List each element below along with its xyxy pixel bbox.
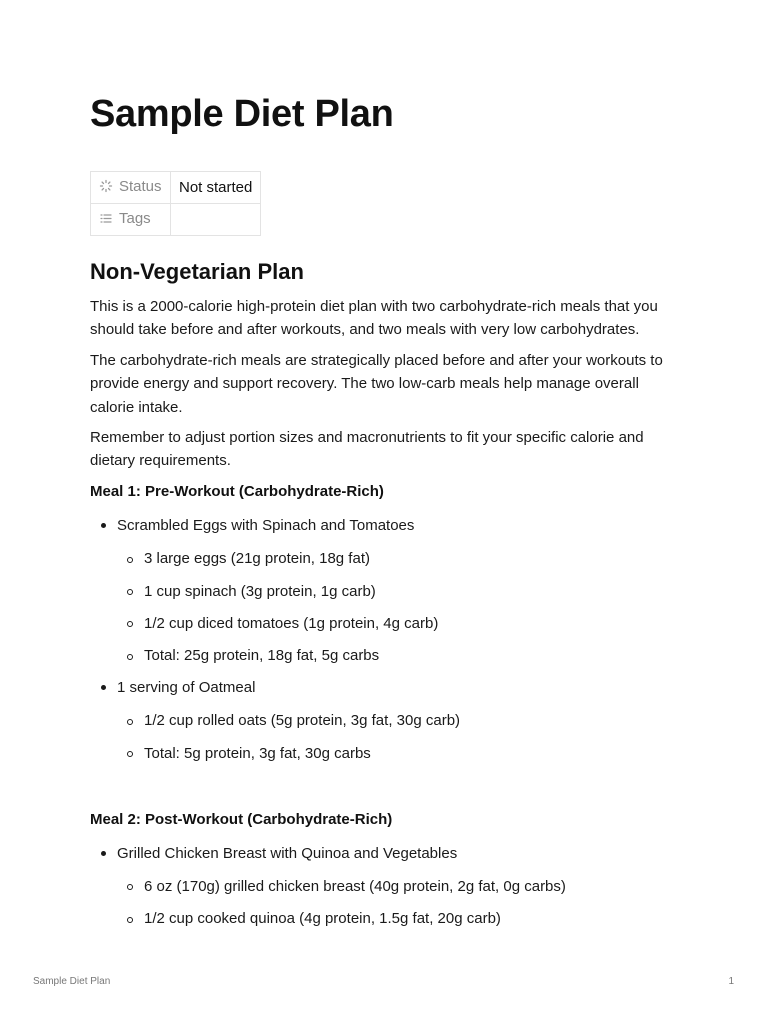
list-item	[90, 510, 680, 672]
sub-list-item: Total: 25g protein, 18g fat, 5g carbs	[117, 640, 680, 672]
bullet-list	[90, 838, 680, 935]
sub-list-item: 1 cup spinach (3g protein, 1g carb)	[117, 575, 680, 607]
page-title: Sample Diet Plan	[90, 93, 394, 135]
sub-list-item: 1/2 cup diced tomatoes (1g protein, 4g carb)	[117, 607, 680, 639]
sub-list-item: 6 oz (170g) grilled chicken breast (40g protein, 2g fat, 0g carbs)	[117, 870, 680, 902]
property-key-status: Status	[119, 178, 162, 195]
property-key-tags: Tags	[119, 210, 151, 227]
sub-list-item: 3 large eggs (21g protein, 18g fat)	[117, 543, 680, 575]
sub-bullet-list	[117, 705, 680, 770]
list-icon	[99, 211, 113, 229]
footer-page-number: 1	[728, 976, 734, 987]
section-heading: Non-Vegetarian Plan	[90, 259, 304, 284]
property-key-cell	[91, 204, 171, 236]
list-item	[90, 838, 680, 935]
property-value-tags[interactable]	[171, 204, 261, 236]
sub-list-item: 1/2 cup cooked quinoa (4g protein, 1.5g fat, 20g carb)	[117, 903, 680, 935]
paragraph: The carbohydrate-rich meals are strategically placed before and after your workouts to provide energy and support recovery. The two low-carb meals help manage overall calorie intake.	[90, 351, 663, 416]
property-key-cell	[91, 172, 171, 204]
sub-bullet-list	[117, 543, 680, 673]
meal-heading: Meal 2: Post-Workout (Carbohydrate-Rich)	[90, 810, 393, 828]
paragraph: This is a 2000-calorie high-protein diet plan with two carbohydrate-rich meals that you should take before and after workouts, and two meals with very low carbohydrates.	[90, 298, 658, 339]
content-body	[90, 257, 680, 935]
paragraph: Remember to adjust portion sizes and macronutrients to fit your specific calorie and dietary requirements.	[90, 429, 644, 470]
property-row-status	[91, 172, 261, 204]
properties-table	[90, 171, 261, 236]
meal-heading: Meal 1: Pre-Workout (Carbohydrate-Rich)	[90, 482, 384, 500]
sub-bullet-list	[117, 870, 680, 935]
status-spinner-icon	[99, 179, 113, 197]
property-value-status[interactable]: Not started	[171, 172, 261, 204]
spacer	[90, 770, 680, 808]
sub-list-item: 1/2 cup rolled oats (5g protein, 3g fat, 30g carb)	[117, 705, 680, 737]
list-item-text: 1 serving of Oatmeal	[117, 679, 256, 697]
property-row-tags	[91, 204, 261, 236]
bullet-list	[90, 510, 680, 769]
footer-document-title: Sample Diet Plan	[33, 976, 111, 987]
list-item	[90, 672, 680, 769]
list-item-text: Scrambled Eggs with Spinach and Tomatoes	[117, 517, 415, 535]
list-item-text: Grilled Chicken Breast with Quinoa and Vegetables	[117, 844, 458, 862]
sub-list-item: Total: 5g protein, 3g fat, 30g carbs	[117, 737, 680, 769]
